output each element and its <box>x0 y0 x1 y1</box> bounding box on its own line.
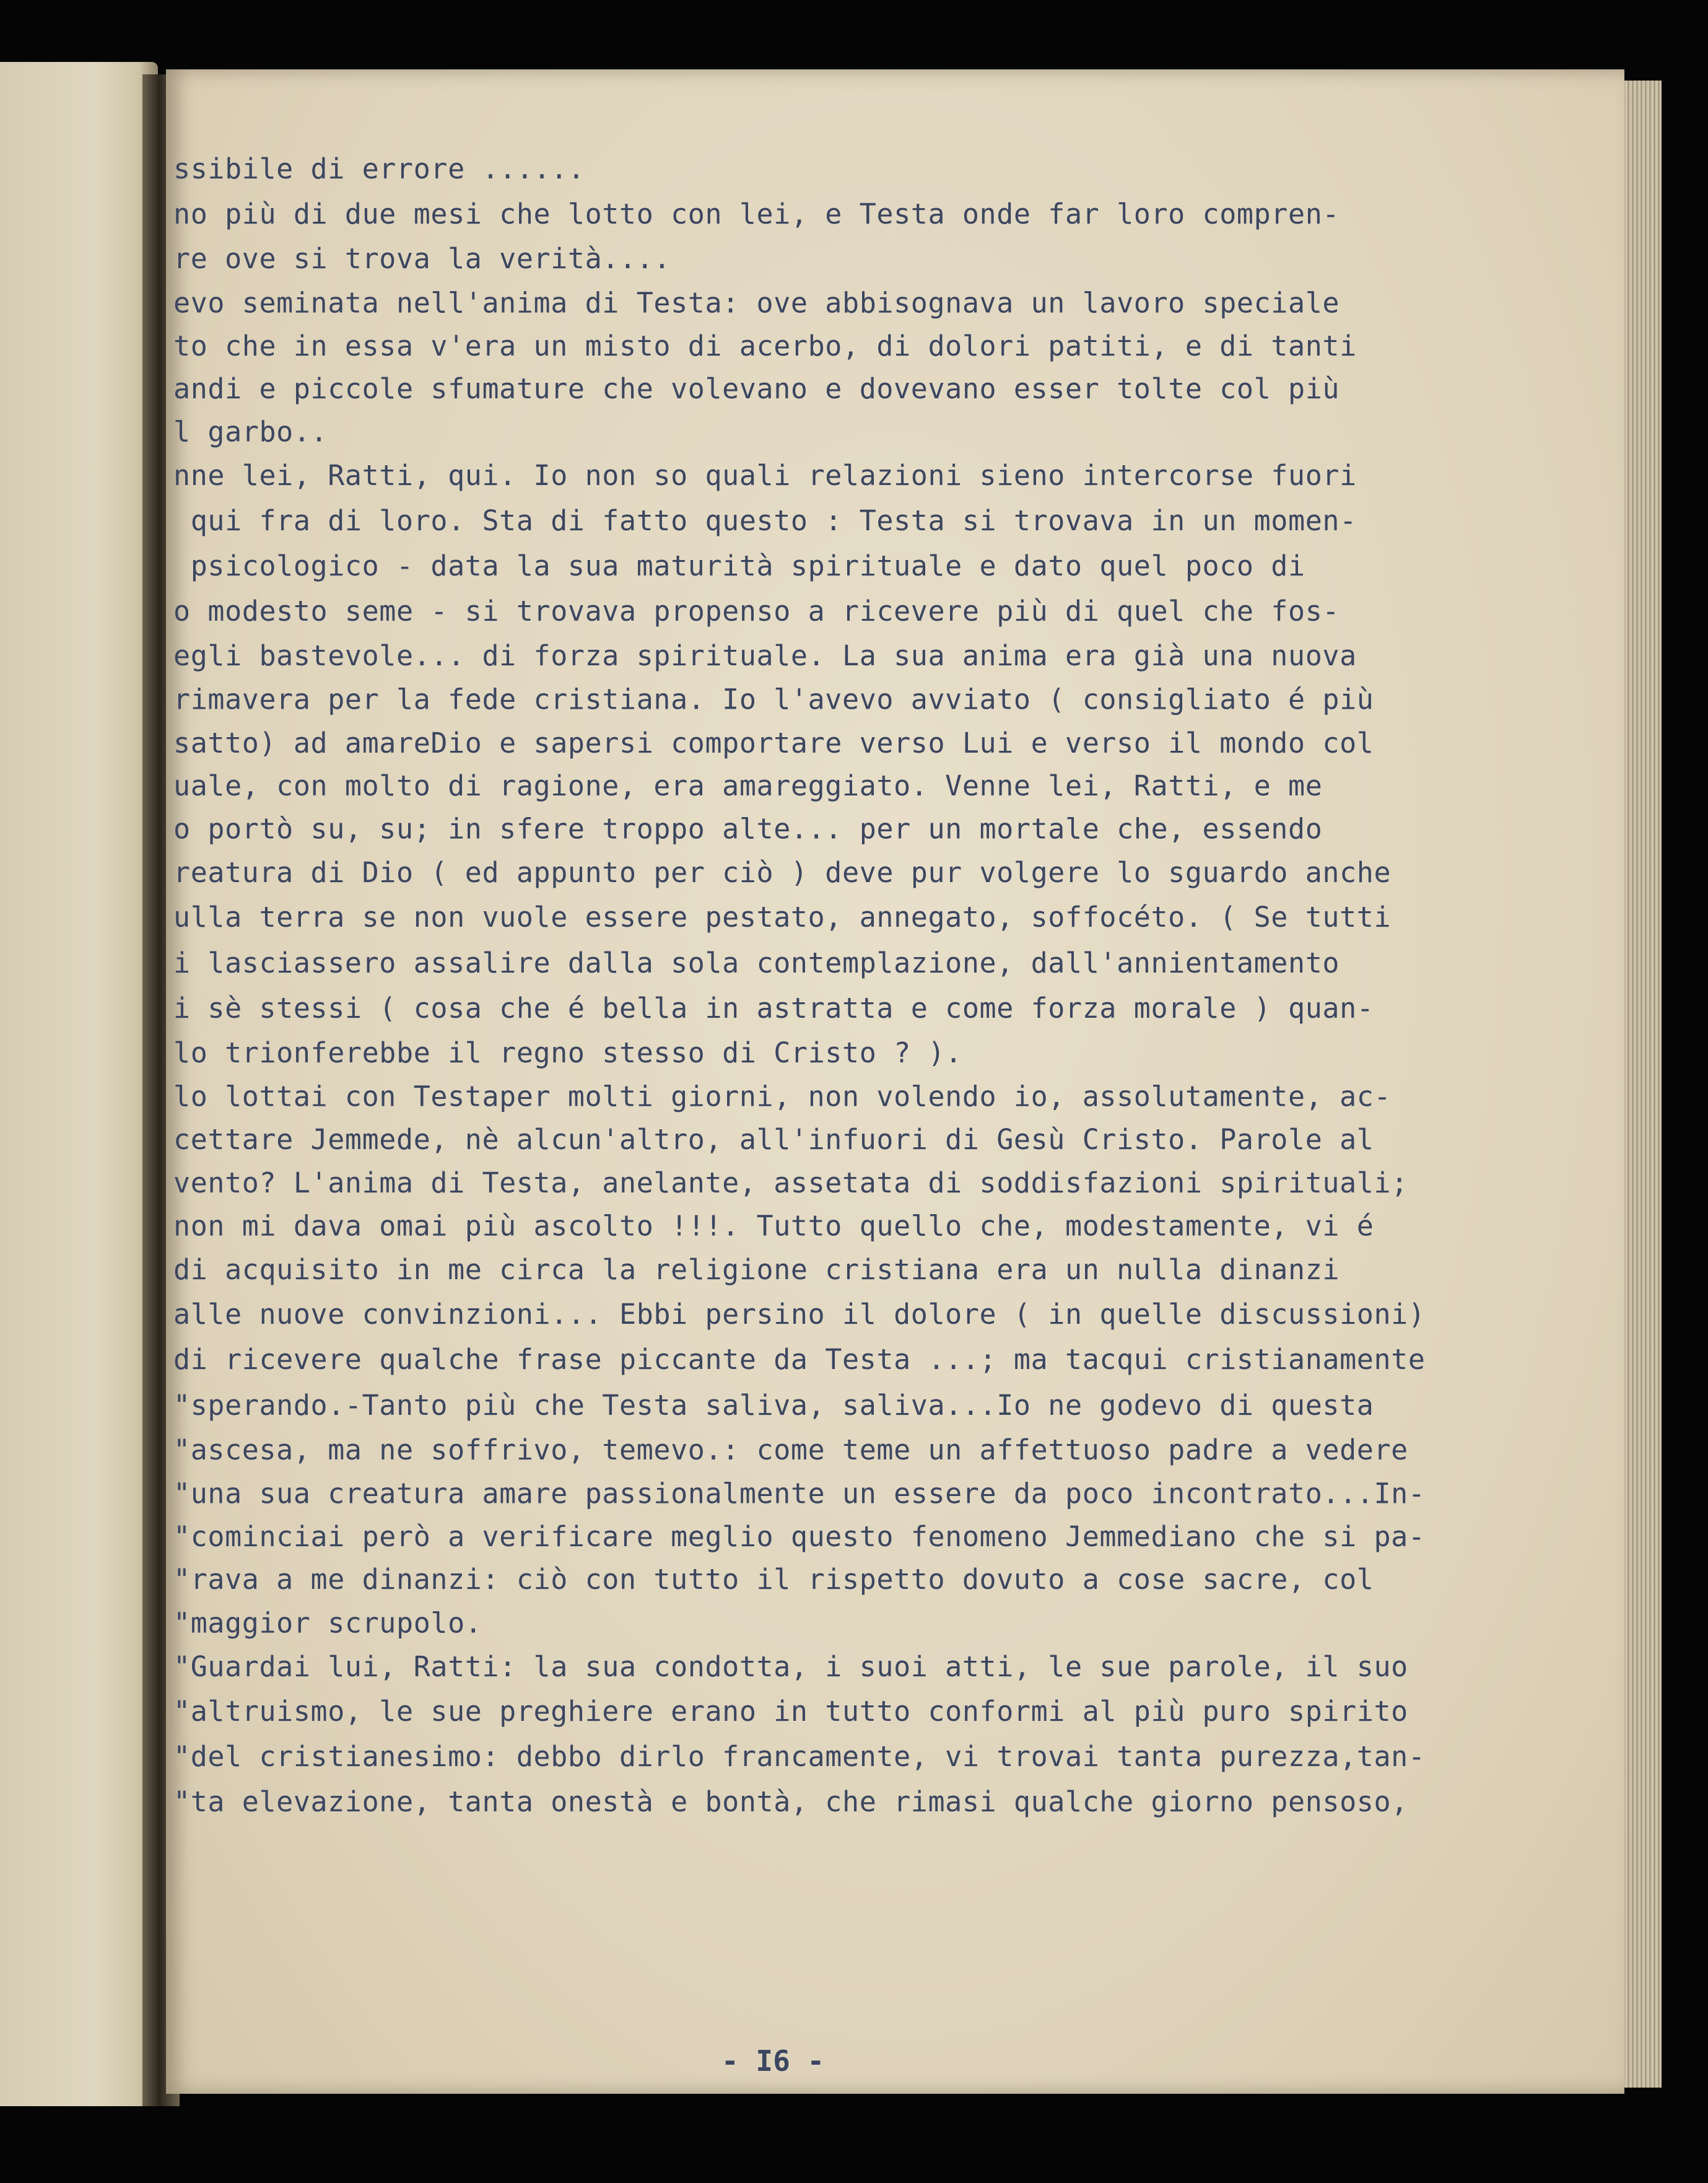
text-line: psicologico - data la sua maturità spirituale e dato quel poco di <box>173 549 1305 582</box>
text-line: o portò su, su; in sfere troppo alte... per un mortale che, essendo <box>173 812 1323 846</box>
text-line: o modesto seme - si trovava propenso a ricevere più di quel che fos- <box>173 595 1340 628</box>
text-line: "altruismo, le sue preghiere erano in tutto conformi al più puro spirito <box>173 1695 1408 1728</box>
text-line: "ta elevazione, tanta onestà e bontà, che rimasi qualche giorno pensoso, <box>173 1785 1408 1819</box>
page-stack-edge <box>1624 81 1662 2088</box>
text-line: to che in essa v'era un misto di acerbo, di dolori patiti, e di tanti <box>173 329 1357 362</box>
text-line: ssibile di errore ...... <box>173 152 585 185</box>
text-line: "cominciai però a verificare meglio questo fenomeno Jemmediano che si pa- <box>173 1520 1426 1554</box>
text-line: no più di due mesi che lotto con lei, e Testa onde far loro compren- <box>173 198 1340 231</box>
text-line: "rava a me dinanzi: ciò con tutto il rispetto dovuto a cose sacre, col <box>173 1563 1374 1596</box>
left-page-edge <box>0 62 158 2106</box>
text-line: egli bastevole... di forza spirituale. La sua anima era già una nuova <box>173 639 1357 673</box>
text-line: rimavera per la fede cristiana. Io l'avevo avviato ( consigliato é più <box>173 683 1374 716</box>
text-line: re ove si trova la verità.... <box>173 242 671 276</box>
text-line: "maggior scrupolo. <box>173 1606 482 1639</box>
page-number: - I6 - <box>721 2044 825 2078</box>
text-line: evo seminata nell'anima di Testa: ove abbisognava un lavoro speciale <box>173 286 1340 320</box>
text-line: i lasciassero assalire dalla sola contemplazione, dall'annientamento <box>173 946 1340 979</box>
text-line: di ricevere qualche frase piccante da Testa ...; ma tacqui cristianamente <box>173 1343 1426 1376</box>
text-line: "sperando.-Tanto più che Testa saliva, saliva...Io ne godevo di questa <box>173 1388 1374 1422</box>
text-line: "una sua creatura amare passionalmente un essere da poco incontrato...In- <box>173 1477 1426 1510</box>
text-line: cettare Jemmede, nè alcun'altro, all'infuori di Gesù Cristo. Parole al <box>173 1123 1374 1157</box>
text-line: andi e piccole sfumature che volevano e dovevano esser tolte col più <box>173 372 1340 405</box>
text-line: reatura di Dio ( ed appunto per ciò ) deve pur volgere lo sguardo anche <box>173 856 1392 890</box>
text-line: nne lei, Ratti, qui. Io non so quali relazioni sieno intercorse fuori <box>173 459 1357 492</box>
text-line: ulla terra se non vuole essere pestato, annegato, soffocéto. ( Se tutti <box>173 901 1392 934</box>
text-line: "del cristianesimo: debbo dirlo francamente, vi trovai tanta purezza,tan- <box>173 1740 1426 1774</box>
text-line: "Guardai lui, Ratti: la sua condotta, i suoi atti, le sue parole, il suo <box>173 1650 1408 1683</box>
text-line: vento? L'anima di Testa, anelante, assetata di soddisfazioni spirituali; <box>173 1166 1408 1199</box>
text-line: lo trionferebbe il regno stesso di Cristo ? ). <box>173 1036 962 1069</box>
text-line: qui fra di loro. Sta di fatto questo : Testa si trovava in un momen- <box>173 504 1357 537</box>
text-line: di acquisito in me circa la religione cristiana era un nulla dinanzi <box>173 1253 1340 1287</box>
text-line: i sè stessi ( cosa che é bella in astratta e come forza morale ) quan- <box>173 991 1374 1025</box>
text-line: l garbo.. <box>173 415 328 448</box>
text-line: satto) ad amareDio e sapersi comportare verso Lui e verso il mondo col <box>173 726 1374 759</box>
text-line: alle nuove convinzioni... Ebbi persino il dolore ( in quelle discussioni) <box>173 1298 1426 1331</box>
text-line: "ascesa, ma ne soffrivo, temevo.: come teme un affettuoso padre a vedere <box>173 1433 1408 1466</box>
text-line: uale, con molto di ragione, era amareggiato. Venne lei, Ratti, e me <box>173 769 1323 802</box>
text-line: lo lottai con Testaper molti giorni, non volendo io, assolutamente, ac- <box>173 1080 1392 1113</box>
text-line: non mi dava omai più ascolto !!!. Tutto quello che, modestamente, vi é <box>173 1209 1374 1243</box>
